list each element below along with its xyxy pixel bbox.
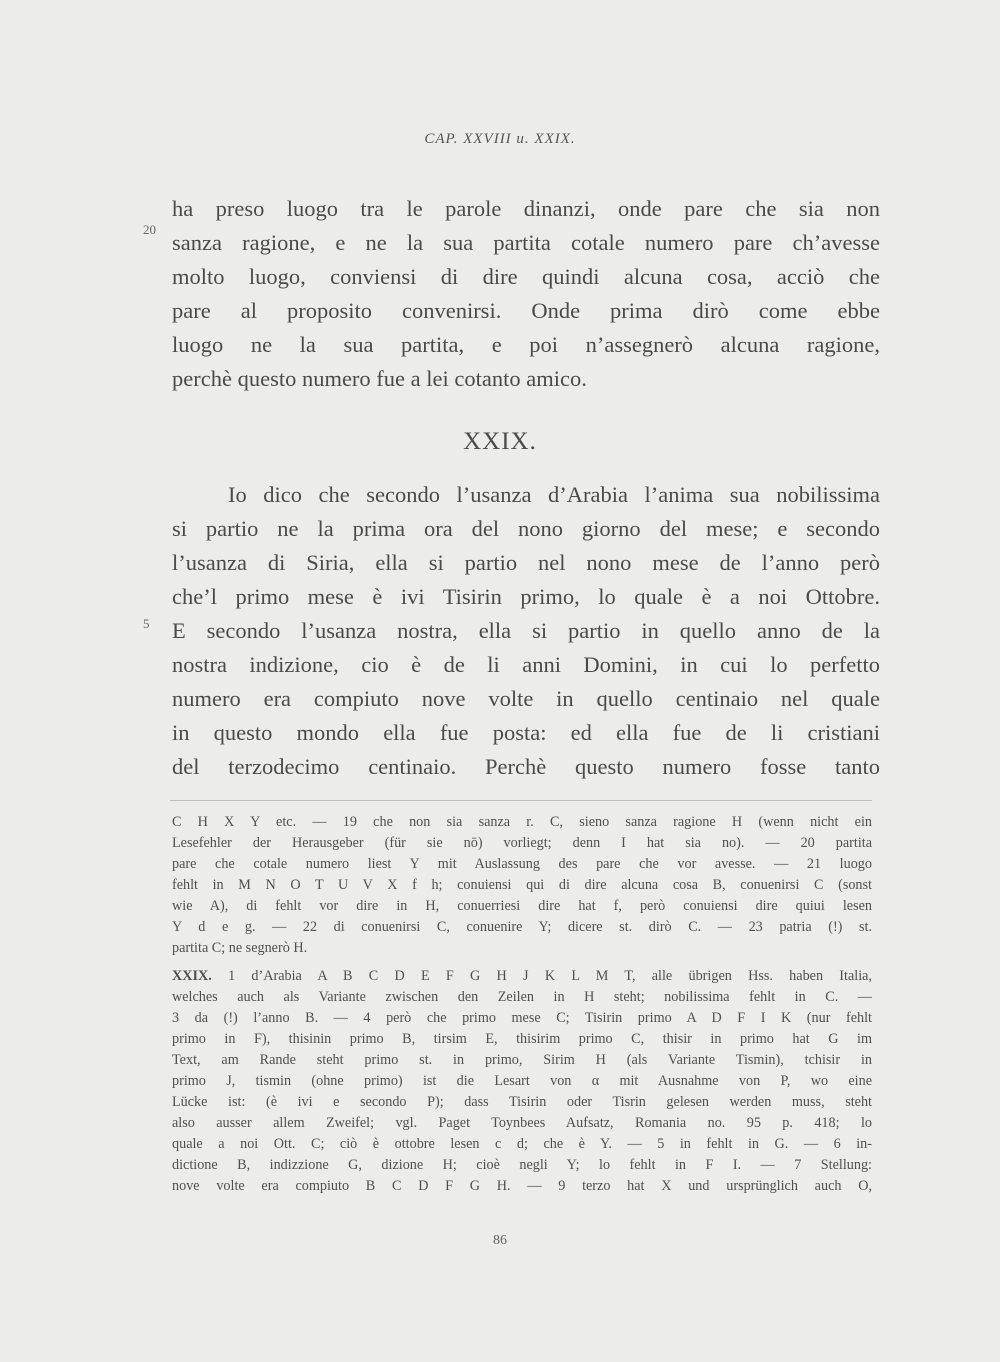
- section-title: XXIX.: [463, 428, 537, 455]
- text-line: si partio ne la prima ora del nono giorno del mese; e secondo: [172, 516, 880, 541]
- footnote-text: 1 d’Arabia A B C D E F G H J K L M T, alle übrigen Hss. haben Italia,: [228, 968, 872, 984]
- footnote-line: primo in F), thisinin primo B, tirsim E, thisirim primo C, thisir in primo hat G im: [172, 1031, 872, 1047]
- footnote-line: primo J, tismin (ohne primo) ist die Lesart von α mit Ausnahme von P, wo eine: [172, 1073, 872, 1089]
- footnote-line: Lesefehler der Herausgeber (für sie nō) vorliegt; denn I hat sia no). — 20 partita: [172, 835, 872, 851]
- footnote-line: Text, am Rande steht primo st. in primo, Sirim H (als Variante Tismin), tchisir in: [172, 1052, 872, 1068]
- footnote-line: C H X Y etc. — 19 che non sia sanza r. C, sieno sanza ragione H (wenn nicht ein: [172, 814, 872, 830]
- footnote-line: quale a noi Ott. C; ciò è ottobre lesen c d; che è Y. — 5 in fehlt in G. — 6 in-: [172, 1136, 872, 1152]
- footnote-line: nove volte era compiuto B C D F G H. — 9 terzo hat X und ursprünglich auch O,: [172, 1178, 872, 1194]
- footnote-section-label: XXIX.: [172, 968, 212, 984]
- footnote-line: 3 da (!) l’anno B. — 4 però che primo mese C; Tisirin primo A D F I K (nur fehlt: [172, 1010, 872, 1026]
- text-line: l’usanza di Siria, ella si partio nel nono mese de l’anno però: [172, 550, 880, 575]
- text-line: E secondo l’usanza nostra, ella si partio in quello anno de la: [172, 618, 880, 643]
- text-line: luogo ne la sua partita, e poi n’assegnerò alcuna ragione,: [172, 332, 880, 357]
- line-number: 20: [143, 222, 156, 237]
- text-line: numero era compiuto nove volte in quello centinaio nel quale: [172, 686, 880, 711]
- footnote-line: welches auch als Variante zwischen den Zeilen in H steht; nobilissima fehlt in C. —: [172, 989, 872, 1005]
- page-number: 86: [493, 1233, 507, 1248]
- text-line: pare al proposito convenirsi. Onde prima dirò come ebbe: [172, 298, 880, 323]
- line-number: 5: [143, 616, 150, 631]
- running-head: CAP. XXVIII u. XXIX.: [424, 131, 576, 147]
- text-line: sanza ragione, e ne la sua partita cotale numero pare ch’avesse: [172, 230, 880, 255]
- footnote-line: also ausser allem Zweifel; vgl. Paget Toynbees Aufsatz, Romania no. 95 p. 418; lo: [172, 1115, 872, 1131]
- text-line: in questo mondo ella fue posta: ed ella fue de li cristiani: [172, 720, 880, 745]
- footnote-line: [172, 966, 872, 987]
- text-line: ha preso luogo tra le parole dinanzi, onde pare che sia non: [172, 196, 880, 221]
- text-line: Io dico che secondo l’usanza d’Arabia l’anima sua nobilissima: [228, 482, 880, 507]
- text-line: perchè questo numero fue a lei cotanto amico.: [172, 366, 587, 391]
- text-line: del terzodecimo centinaio. Perchè questo numero fosse tanto: [172, 754, 880, 779]
- footnote-line: dictione B, indizzione G, dizione H; cioè negli Y; lo fehlt in F I. — 7 Stellung:: [172, 1157, 872, 1173]
- text-line: che’l primo mese è ivi Tisirin primo, lo quale è a noi Ottobre.: [172, 584, 880, 609]
- footnote-line: Y d e g. — 22 di conuenirsi C, conuenire Y; dicere st. dirò C. — 23 patria (!) st.: [172, 919, 872, 935]
- footnote-line: wie A), di fehlt vor dire in H, conuerriesi dire hat f, però conuiensi dire quiui lesen: [172, 898, 872, 914]
- text-line: nostra indizione, cio è de li anni Domini, in cui lo perfetto: [172, 652, 880, 677]
- footnote-line: partita C; ne segnerò H.: [172, 940, 308, 956]
- footnote-line: Lücke ist: (è ivi e secondo P); dass Tisirin oder Tisrin gelesen werden muss, steht: [172, 1094, 872, 1110]
- footnote-line: fehlt in M N O T U V X f h; conuiensi qui di dire alcuna cosa B, conuenirsi C (sonst: [172, 877, 872, 893]
- text-line: molto luogo, conviensi di dire quindi alcuna cosa, acciò che: [172, 264, 880, 289]
- footnote-divider: [170, 800, 872, 801]
- footnote-line: pare che cotale numero liest Y mit Auslassung des pare che vor avesse. — 21 luogo: [172, 856, 872, 872]
